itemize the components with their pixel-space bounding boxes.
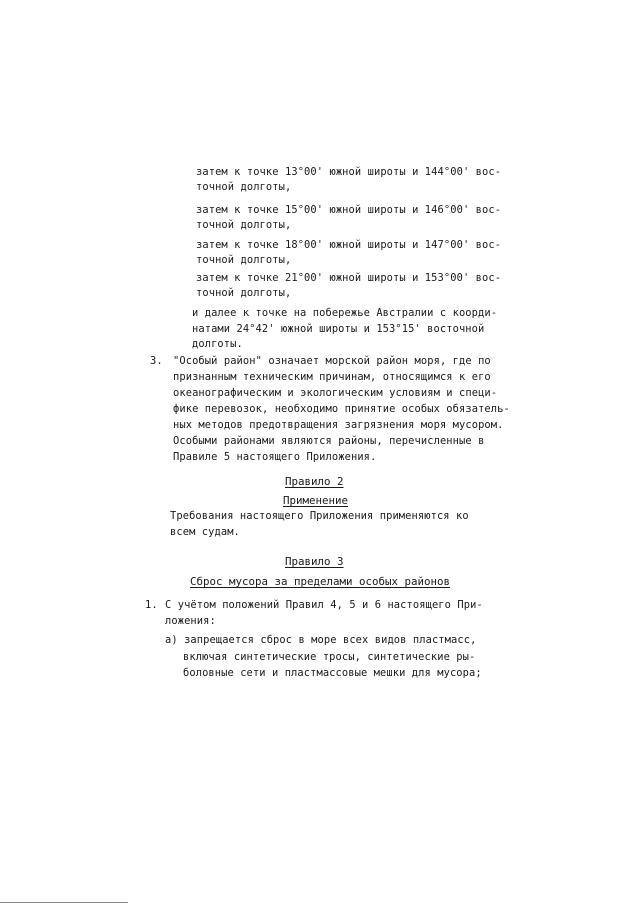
point-4-line-2: точной долготы, bbox=[196, 287, 292, 299]
rule2-line-1: Требования настоящего Приложения применяются ко bbox=[170, 510, 469, 522]
final-point-line-3: долготы. bbox=[192, 338, 243, 350]
rule3-item-a-line-3: боловные сети и пластмассовые мешки для мусора; bbox=[183, 667, 482, 679]
para3-line-2: признанным техническим причинам, относящимся к его bbox=[173, 371, 491, 383]
point-2-line-1: затем к точке 15°00' южной широты и 146°00' вос- bbox=[196, 204, 502, 216]
para3-number: 3. bbox=[150, 355, 163, 367]
rule3-item1-line-1: С учётом положений Правил 4, 5 и 6 настоящего При- bbox=[165, 599, 483, 611]
rule3-item1-number: 1. bbox=[145, 599, 158, 611]
final-point-line-1: и далее к точке на побережье Австралии с коорди- bbox=[192, 307, 498, 319]
point-3-line-1: затем к точке 18°00' южной широты и 147°00' вос- bbox=[196, 239, 502, 251]
para3-line-7: Правиле 5 настоящего Приложения. bbox=[173, 451, 377, 463]
rule3-title: Правило 3 bbox=[285, 555, 344, 568]
para3-line-1: "Особый район" означает морской район моря, где по bbox=[173, 355, 491, 367]
para3-line-4: фике перевозок, необходимо принятие особых обязатель- bbox=[173, 403, 510, 415]
rule3-item-a-line-1: a) запрещается сброс в море всех видов пластмасс, bbox=[165, 634, 477, 646]
para3-line-6: Особыми районами являются районы, перечисленные в bbox=[173, 435, 485, 447]
point-3-line-2: точной долготы, bbox=[196, 254, 292, 266]
rule3-subtitle: Сброс мусора за пределами особых районов bbox=[190, 575, 451, 588]
point-1-line-1: затем к точке 13°00' южной широты и 144°00' вос- bbox=[196, 166, 502, 178]
rule3-item-a-line-2: включая синтетические тросы, синтетические ры- bbox=[183, 651, 476, 663]
final-point-line-2: натами 24°42' южной широты и 153°15' восточной bbox=[192, 323, 485, 335]
rule2-title: Правило 2 bbox=[285, 475, 344, 488]
point-2-line-2: точной долготы, bbox=[196, 219, 292, 231]
point-4-line-1: затем к точке 21°00' южной широты и 153°00' вос- bbox=[196, 272, 502, 284]
bottom-scan-edge bbox=[0, 902, 128, 903]
rule2-subtitle: Применение bbox=[283, 494, 349, 507]
rule2-line-2: всем судам. bbox=[170, 526, 240, 538]
para3-line-5: ных методов предотвращения загрязнения моря мусором. bbox=[173, 419, 504, 431]
rule3-item1-line-2: ложения: bbox=[165, 615, 216, 627]
point-1-line-2: точной долготы, bbox=[196, 181, 292, 193]
para3-line-3: океанографическим и экологическим условиям и специ- bbox=[173, 387, 498, 399]
